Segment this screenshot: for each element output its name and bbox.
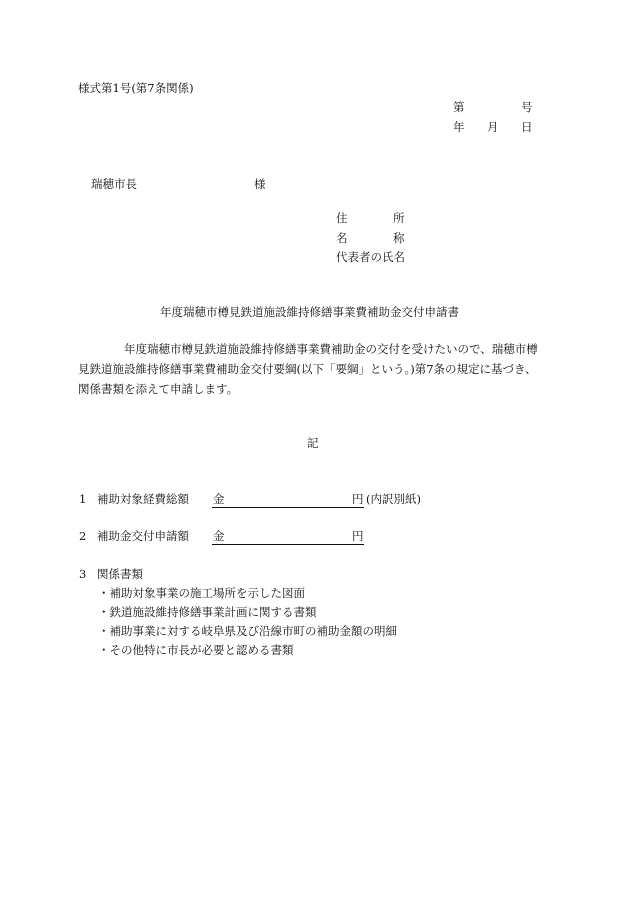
applicant-address-label-a: 住 [336,211,348,225]
docs-list-item: ・補助対象事業の施工場所を示した図面 [98,586,305,600]
applicant-address-label-b: 所 [393,211,405,225]
docs-list-item: ・その他特に市長が必要と認める書類 [98,643,294,657]
item-1-yen: 円 [352,492,364,506]
applicant-name-label-a: 名 [336,231,348,245]
item-1-label: 補助対象経費総額 [97,492,189,506]
applicant-name-label-b: 称 [393,231,405,245]
doc-number-suffix: 号 [521,100,533,114]
date-month: 月 [487,120,499,134]
addressee-honorific: 様 [254,177,266,191]
item-3-label: 関係書類 [97,567,143,581]
item-2-number: 2 [79,529,87,543]
item-1-number: 1 [79,492,87,506]
applicant-representative-label: 代表者の氏名 [336,250,405,264]
document-title: 年度瑞穂市樽見鉄道施設維持修繕事業費補助金交付申請書 [160,305,459,319]
item-2-kin: 金 [213,529,225,543]
ki-heading: 記 [307,436,319,450]
item-1-note: (内訳別紙) [366,492,421,506]
item-1-kin: 金 [213,492,225,506]
item-3-number: 3 [79,567,87,581]
date-year: 年 [453,120,465,134]
item-1-amount-field[interactable] [212,491,364,508]
item-2-label: 補助金交付申請額 [97,529,189,543]
addressee-name: 瑞穂市長 [91,177,137,191]
body-paragraph: 年度瑞穂市樽見鉄道施設維持修繕事業費補助金の交付を受けたいので、瑞穂市樽見鉄道施設維持修繕事業費補助金交付要綱(以下「要綱」という。)第7条の規定に基づき、関係書類を添えて申請します。 [78,342,538,396]
doc-number-prefix: 第 [453,100,465,114]
docs-list-item: ・鉄道施設維持修繕事業計画に関する書類 [98,605,317,619]
form-label: 様式第1号(第7条関係) [78,81,194,95]
docs-list-item: ・補助事業に対する岐阜県及び沿線市町の補助金額の明細 [98,624,397,638]
date-day: 日 [521,120,533,134]
item-2-amount-field[interactable] [212,528,364,545]
item-2-yen: 円 [352,529,364,543]
